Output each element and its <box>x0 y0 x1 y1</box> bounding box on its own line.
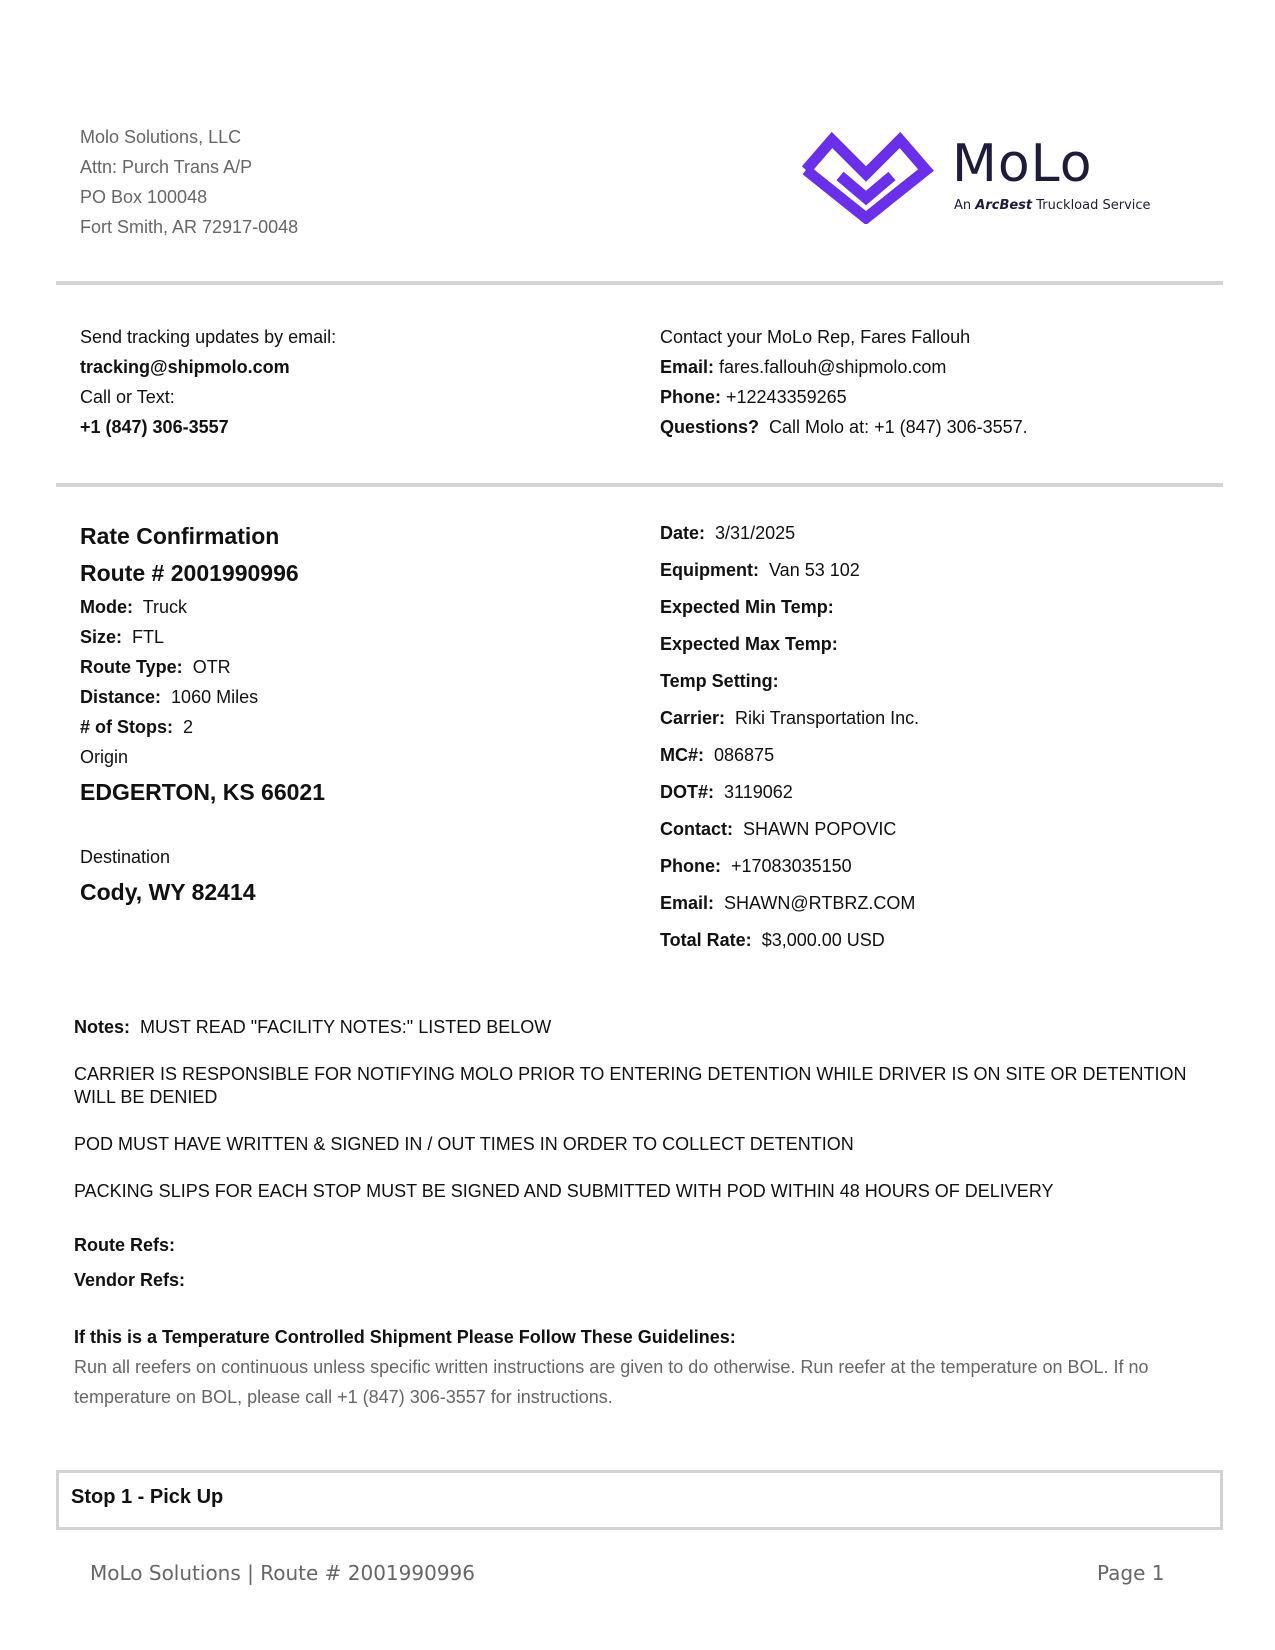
detail-row <box>660 518 1220 555</box>
detail-row <box>660 740 1220 777</box>
destination-label: Destination <box>80 847 171 867</box>
tagline-brand: ArcBest <box>975 198 1033 213</box>
detail-row <box>660 925 1220 962</box>
detail-label: Equipment: <box>660 560 759 580</box>
tagline-suffix: Truckload Service <box>1036 198 1151 213</box>
logo-tagline <box>954 198 1151 213</box>
route-field <box>80 622 640 652</box>
route-refs-label: Route Refs: <box>74 1235 176 1255</box>
divider <box>56 483 1223 487</box>
detail-row <box>660 851 1220 888</box>
destination-location: Cody, WY 82414 <box>80 879 256 905</box>
note-paragraph: CARRIER IS RESPONSIBLE FOR NOTIFYING MOLO PRIOR TO ENTERING DETENTION WHILE DRIVER IS ON SITE OR DETENTION WILL BE DENIED <box>74 1064 1187 1107</box>
detail-label: Expected Max Temp: <box>660 634 838 654</box>
notes-label: Notes: <box>74 1017 131 1037</box>
detail-value: Riki Transportation Inc. <box>735 708 920 728</box>
shipment-details <box>660 518 1220 962</box>
notes-section <box>74 1016 1224 1412</box>
questions-text: Call Molo at: +1 (847) 306-3557. <box>769 417 1028 437</box>
route-field <box>80 682 640 712</box>
molo-logo <box>800 128 1180 228</box>
field-label: Distance: <box>80 687 162 707</box>
detail-value: SHAWN@RTBRZ.COM <box>724 893 916 913</box>
detail-row <box>660 666 1220 703</box>
rep-phone-label: Phone: <box>660 387 721 407</box>
document-title: Rate Confirmation <box>80 523 280 549</box>
detail-value: +17083035150 <box>731 856 852 876</box>
detail-row <box>660 888 1220 925</box>
tagline-prefix: An <box>954 198 972 213</box>
detail-label: Temp Setting: <box>660 671 779 691</box>
notes-headline: MUST READ "FACILITY NOTES:" LISTED BELOW <box>140 1017 552 1037</box>
rep-email-row <box>660 352 1028 382</box>
detail-value: SHAWN POPOVIC <box>743 819 897 839</box>
detail-label: MC#: <box>660 745 704 765</box>
molo-logo-mark-icon <box>800 128 934 224</box>
route-field <box>80 712 640 742</box>
detail-row <box>660 703 1220 740</box>
detail-value: 3119062 <box>724 782 793 802</box>
detail-label: DOT#: <box>660 782 714 802</box>
route-summary <box>80 518 640 912</box>
address-line: Attn: Purch Trans A/P <box>80 157 253 177</box>
temp-guidelines-heading: If this is a Temperature Controlled Shipment Please Follow These Guidelines: <box>74 1327 736 1347</box>
address-line: Molo Solutions, LLC <box>80 127 242 147</box>
logo-wordmark: MoLo <box>952 134 1093 194</box>
stop-header <box>56 1470 1223 1530</box>
address-line: Fort Smith, AR 72917-0048 <box>80 217 299 237</box>
temp-guidelines-body: Run all reefers on continuous unless specific written instructions are given to do otherwise. Run reefer at the temperature on BOL. If no temperature on BOL, please call +1 (847) 306-3557 for instructions. <box>74 1357 1149 1407</box>
detail-row <box>660 814 1220 851</box>
note-paragraph: POD MUST HAVE WRITTEN & SIGNED IN / OUT TIMES IN ORDER TO COLLECT DETENTION <box>74 1134 854 1154</box>
vendor-refs-label: Vendor Refs: <box>74 1270 186 1290</box>
rep-intro: Contact your MoLo Rep, Fares Fallouh <box>660 327 971 347</box>
rep-contact <box>660 322 1028 442</box>
detail-row <box>660 592 1220 629</box>
rep-phone: +12243359265 <box>726 387 847 407</box>
detail-value: $3,000.00 USD <box>761 930 885 950</box>
bill-to-address <box>80 122 298 242</box>
rep-email-label: Email: <box>660 357 715 377</box>
detail-label: Total Rate: <box>660 930 752 950</box>
footer-route: MoLo Solutions | Route # 2001990996 <box>90 1561 475 1585</box>
detail-value: Van 53 102 <box>769 560 860 580</box>
origin-location: EDGERTON, KS 66021 <box>80 779 326 805</box>
field-value: Truck <box>142 597 188 617</box>
rep-email: fares.fallouh@shipmolo.com <box>719 357 947 377</box>
tracking-info <box>80 322 336 442</box>
detail-label: Date: <box>660 523 706 543</box>
rep-phone-row <box>660 382 1028 412</box>
rep-questions-row <box>660 412 1028 442</box>
origin-label: Origin <box>80 747 129 767</box>
detail-label: Contact: <box>660 819 733 839</box>
detail-row <box>660 777 1220 814</box>
field-label: Mode: <box>80 597 133 617</box>
tracking-phone: +1 (847) 306-3557 <box>80 417 229 437</box>
detail-label: Phone: <box>660 856 721 876</box>
route-field <box>80 592 640 622</box>
detail-row <box>660 555 1220 592</box>
tracking-intro: Send tracking updates by email: <box>80 327 337 347</box>
questions-label: Questions? <box>660 417 760 437</box>
field-value: OTR <box>192 657 231 677</box>
stop-title: Stop 1 - Pick Up <box>71 1486 224 1508</box>
field-value: 2 <box>183 717 194 737</box>
detail-label: Email: <box>660 893 715 913</box>
field-value: FTL <box>132 627 165 647</box>
field-label: Route Type: <box>80 657 183 677</box>
detail-label: Expected Min Temp: <box>660 597 834 617</box>
address-line: PO Box 100048 <box>80 187 208 207</box>
route-field <box>80 652 640 682</box>
footer-page-number: Page 1 <box>1097 1561 1165 1585</box>
tracking-email: tracking@shipmolo.com <box>80 357 290 377</box>
notes-headline-row <box>74 1016 1224 1039</box>
note-paragraph: PACKING SLIPS FOR EACH STOP MUST BE SIGNED AND SUBMITTED WITH POD WITHIN 48 HOURS OF DELIVERY <box>74 1181 1054 1201</box>
divider <box>56 281 1223 285</box>
field-label: # of Stops: <box>80 717 173 737</box>
detail-value: 086875 <box>714 745 775 765</box>
call-text-label: Call or Text: <box>80 387 175 407</box>
route-number: Route # 2001990996 <box>80 560 299 586</box>
field-label: Size: <box>80 627 123 647</box>
field-value: 1060 Miles <box>171 687 259 707</box>
detail-row <box>660 629 1220 666</box>
detail-value: 3/31/2025 <box>715 523 796 543</box>
detail-label: Carrier: <box>660 708 726 728</box>
